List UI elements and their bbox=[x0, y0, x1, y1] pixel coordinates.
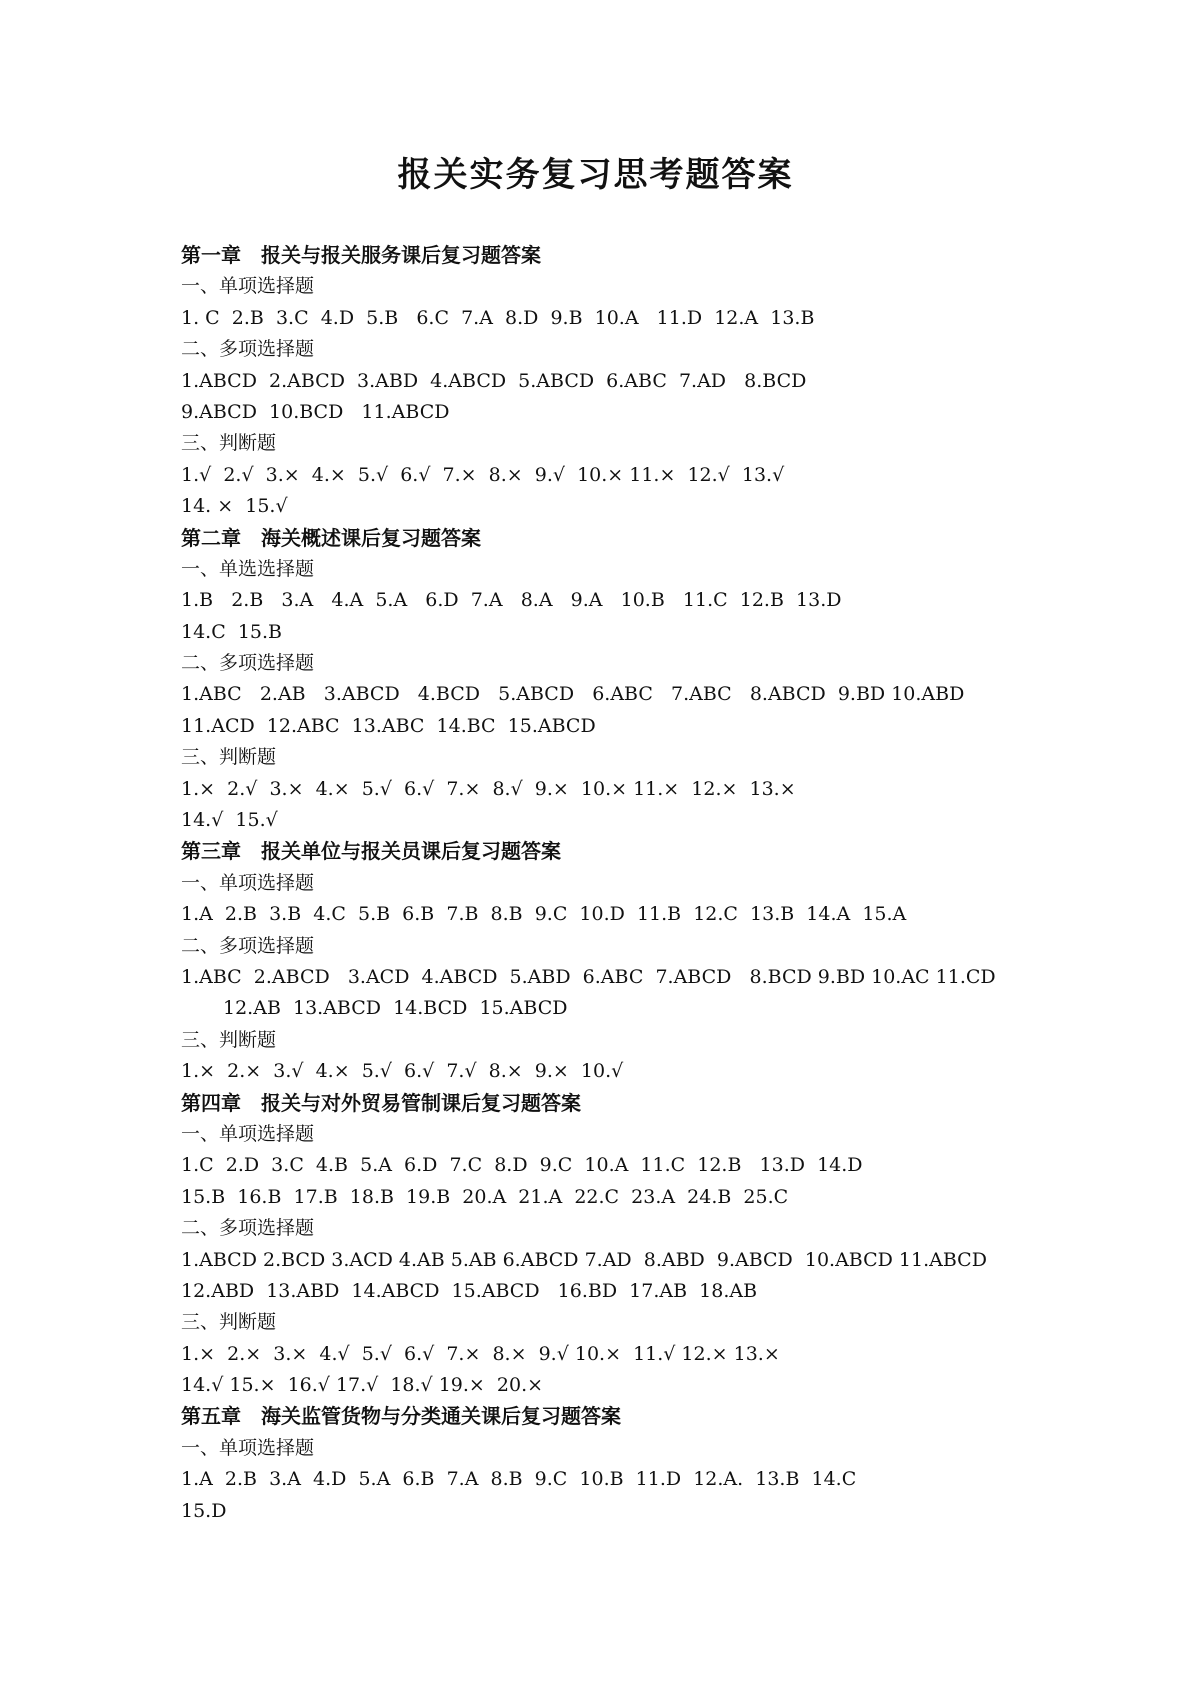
chapter-heading: 第五章 海关监管货物与分类通关课后复习题答案 bbox=[181, 1404, 621, 1429]
section-label: 二、多项选择题 bbox=[181, 934, 315, 957]
answer-line: 1.ABCD 2.ABCD 3.ABD 4.ABCD 5.ABCD 6.ABC 7.AD 8.BCD bbox=[181, 369, 807, 392]
answer-line: 1.ABC 2.AB 3.ABCD 4.BCD 5.ABCD 6.ABC 7.ABC 8.ABCD 9.BD 10.ABD bbox=[181, 683, 965, 706]
section-label: 一、单项选择题 bbox=[181, 1436, 315, 1459]
answer-line: 1.A 2.B 3.B 4.C 5.B 6.B 7.B 8.B 9.C 10.D 11.B 12.C 13.B 14.A 15.A bbox=[181, 903, 907, 926]
answer-line: 1.√ 2.√ 3.× 4.× 5.√ 6.√ 7.× 8.× 9.√ 10.× 11.× 12.√ 13.√ bbox=[181, 463, 785, 486]
answer-line: 1.× 2.× 3.√ 4.× 5.√ 6.√ 7.√ 8.× 9.× 10.√ bbox=[181, 1060, 624, 1083]
section-label: 二、多项选择题 bbox=[181, 652, 315, 675]
answer-line: 1.C 2.D 3.C 4.B 5.A 6.D 7.C 8.D 9.C 10.A 11.C 12.B 13.D 14.D bbox=[181, 1154, 863, 1177]
section-label: 一、单选选择题 bbox=[181, 557, 315, 580]
answer-line: 15.D bbox=[181, 1499, 227, 1522]
answer-line: 1.× 2.× 3.× 4.√ 5.√ 6.√ 7.× 8.× 9.√ 10.× 11.√ 12.× 13.× bbox=[181, 1342, 780, 1365]
document-title: 报关实务复习思考题答案 bbox=[397, 155, 794, 195]
answer-line: 12.AB 13.ABCD 14.BCD 15.ABCD bbox=[223, 997, 568, 1020]
answer-line: 1.ABC 2.ABCD 3.ACD 4.ABCD 5.ABD 6.ABC 7.ABCD 8.BCD 9.BD 10.AC 11.CD bbox=[181, 965, 996, 988]
section-label: 三、判断题 bbox=[181, 1028, 277, 1051]
section-label: 三、判断题 bbox=[181, 746, 277, 769]
section-label: 二、多项选择题 bbox=[181, 1217, 315, 1240]
answer-line: 1. C 2.B 3.C 4.D 5.B 6.C 7.A 8.D 9.B 10.A 11.D 12.A 13.B bbox=[181, 306, 815, 329]
answer-line: 14.C 15.B bbox=[181, 620, 283, 643]
chapter-heading: 第一章 报关与报关服务课后复习题答案 bbox=[181, 243, 541, 267]
answer-line: 14.√ 15.√ bbox=[181, 809, 278, 832]
answer-line: 14.√ 15.× 16.√ 17.√ 18.√ 19.× 20.× bbox=[181, 1374, 544, 1397]
chapter-heading: 第三章 报关单位与报关员课后复习题答案 bbox=[181, 839, 561, 864]
document-body bbox=[181, 240, 1031, 1527]
section-label: 一、单项选择题 bbox=[181, 275, 315, 298]
section-label: 三、判断题 bbox=[181, 1311, 277, 1334]
chapter-heading: 第四章 报关与对外贸易管制课后复习题答案 bbox=[181, 1090, 581, 1115]
answer-line: 15.B 16.B 17.B 18.B 19.B 20.A 21.A 22.C 23.A 24.B 25.C bbox=[181, 1185, 789, 1208]
section-label: 一、单项选择题 bbox=[181, 1122, 315, 1145]
answer-line: 11.ACD 12.ABC 13.ABC 14.BC 15.ABCD bbox=[181, 714, 596, 737]
answer-line: 1.× 2.√ 3.× 4.× 5.√ 6.√ 7.× 8.√ 9.× 10.× 11.× 12.× 13.× bbox=[181, 777, 796, 800]
answer-line: 12.ABD 13.ABD 14.ABCD 15.ABCD 16.BD 17.AB 18.AB bbox=[181, 1279, 758, 1302]
section-label: 一、单项选择题 bbox=[181, 871, 315, 894]
answer-line: 1.ABCD 2.BCD 3.ACD 4.AB 5.AB 6.ABCD 7.AD 8.ABD 9.ABCD 10.ABCD 11.ABCD bbox=[181, 1248, 987, 1271]
chapter-heading: 第二章 海关概述课后复习题答案 bbox=[181, 525, 481, 550]
answer-line: 1.B 2.B 3.A 4.A 5.A 6.D 7.A 8.A 9.A 10.B 11.C 12.B 13.D bbox=[181, 589, 842, 612]
answer-line: 1.A 2.B 3.A 4.D 5.A 6.B 7.A 8.B 9.C 10.B 11.D 12.A. 13.B 14.C bbox=[181, 1468, 857, 1491]
answer-line: 14. × 15.√ bbox=[181, 495, 288, 518]
section-label: 三、判断题 bbox=[181, 432, 277, 455]
answer-line: 9.ABCD 10.BCD 11.ABCD bbox=[181, 400, 450, 423]
section-label: 二、多项选择题 bbox=[181, 338, 315, 361]
